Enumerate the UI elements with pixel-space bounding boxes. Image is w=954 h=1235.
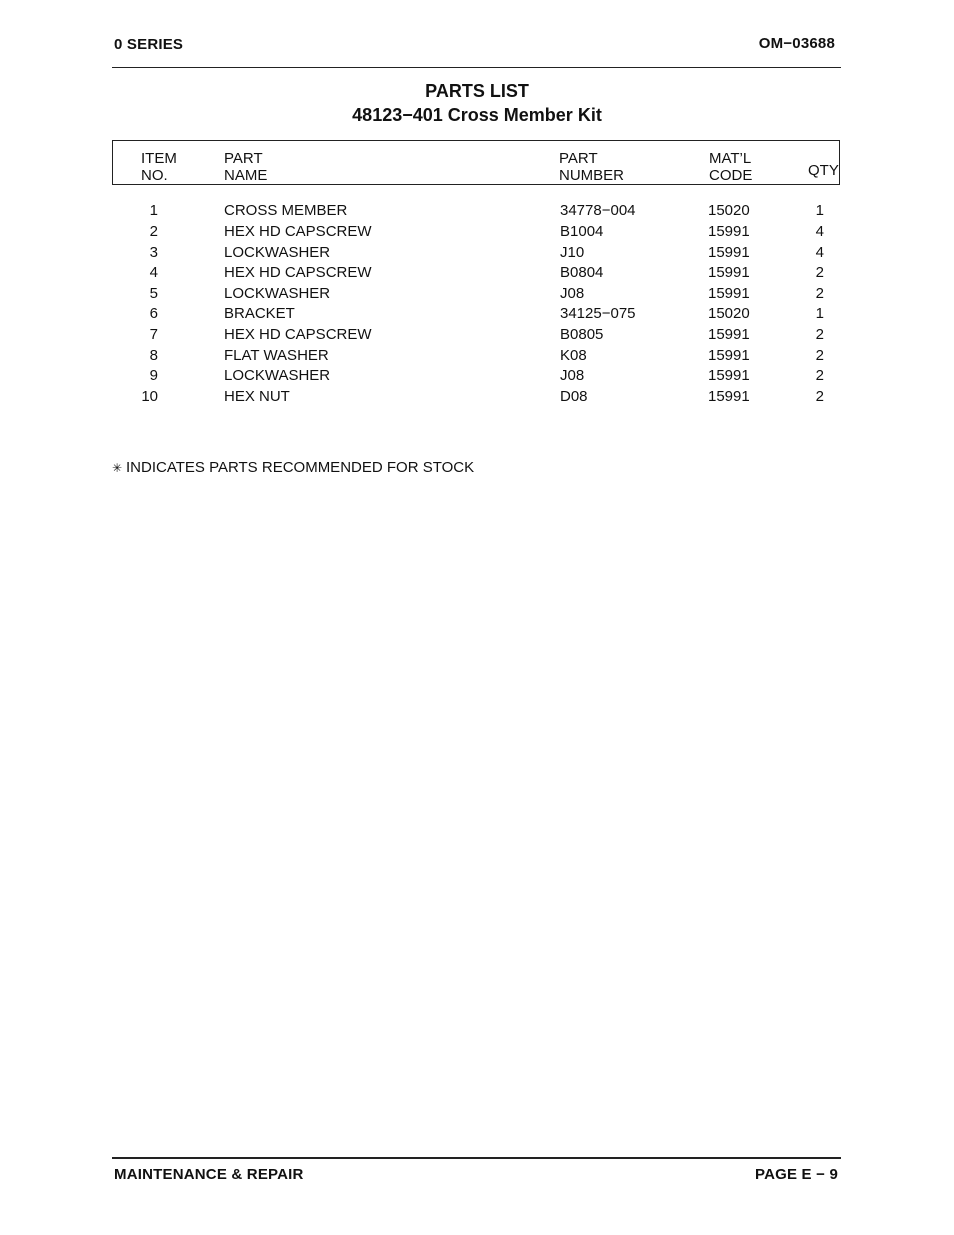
material-code: 15991 — [708, 223, 750, 240]
part-number: J10 — [560, 244, 585, 261]
asterisk-icon: ✳ — [112, 461, 123, 475]
material-code: 15991 — [708, 326, 750, 343]
part-number: B0805 — [560, 326, 604, 343]
header-manual-number: OM−03688 — [758, 35, 835, 52]
column-header-qty: QTY — [808, 162, 839, 179]
quantity: 4 — [815, 244, 824, 261]
column-header-item-line1: ITEM — [141, 150, 177, 167]
part-name: HEX HD CAPSCREW — [224, 223, 372, 240]
part-name: HEX NUT — [224, 388, 290, 405]
part-number: D08 — [560, 388, 588, 405]
column-header-code — [709, 150, 752, 184]
part-name: LOCKWASHER — [224, 244, 331, 261]
material-code: 15991 — [708, 388, 750, 405]
material-code: 15991 — [708, 347, 750, 364]
item-number: 10 — [141, 388, 158, 405]
column-header-name-line1: PART — [224, 150, 263, 167]
part-number: B1004 — [560, 223, 604, 240]
column-header-number-line1: PART — [559, 150, 598, 167]
part-number: J08 — [560, 285, 585, 302]
part-number: 34778−004 — [560, 202, 636, 219]
header-divider — [112, 67, 841, 68]
column-header-code-line1: MAT’L — [709, 150, 752, 167]
quantity: 2 — [815, 264, 824, 281]
material-code: 15020 — [708, 202, 750, 219]
material-code: 15020 — [708, 305, 750, 322]
quantity: 4 — [815, 223, 824, 240]
item-number: 9 — [149, 367, 158, 384]
material-code: 15991 — [708, 285, 750, 302]
material-code: 15991 — [708, 367, 750, 384]
quantity: 1 — [815, 202, 824, 219]
column-header-item-line2: NO. — [141, 167, 168, 184]
quantity: 2 — [815, 388, 824, 405]
item-number: 5 — [149, 285, 158, 302]
part-name: LOCKWASHER — [224, 367, 331, 384]
item-number: 6 — [149, 305, 158, 322]
material-code: 15991 — [708, 244, 750, 261]
part-name: HEX HD CAPSCREW — [224, 264, 372, 281]
item-number: 8 — [149, 347, 158, 364]
stock-note — [112, 459, 474, 476]
quantity: 2 — [815, 347, 824, 364]
column-header-code-line2: CODE — [709, 167, 753, 184]
material-code: 15991 — [708, 264, 750, 281]
item-number: 3 — [149, 244, 158, 261]
column-header-name — [224, 150, 267, 184]
footer-section: MAINTENANCE & REPAIR — [114, 1166, 304, 1183]
part-number: B0804 — [560, 264, 604, 281]
quantity: 2 — [815, 367, 824, 384]
footer-divider — [112, 1157, 841, 1159]
part-name: FLAT WASHER — [224, 347, 329, 364]
item-number: 1 — [149, 202, 158, 219]
part-name: HEX HD CAPSCREW — [224, 326, 372, 343]
part-number: K08 — [560, 347, 587, 364]
stock-note-text: INDICATES PARTS RECOMMENDED FOR STOCK — [126, 459, 475, 476]
column-header-name-line2: NAME — [224, 167, 268, 184]
quantity: 2 — [815, 326, 824, 343]
column-header-item — [141, 150, 177, 184]
part-number: 34125−075 — [560, 305, 636, 322]
column-header-number-line2: NUMBER — [559, 167, 625, 184]
quantity: 1 — [815, 305, 824, 322]
part-name: BRACKET — [224, 305, 295, 322]
part-name: CROSS MEMBER — [224, 202, 348, 219]
column-header-number — [559, 150, 624, 184]
item-number: 4 — [149, 264, 158, 281]
quantity: 2 — [815, 285, 824, 302]
kit-title: 48123−401 Cross Member Kit — [352, 105, 602, 125]
part-name: LOCKWASHER — [224, 285, 331, 302]
item-number: 7 — [149, 326, 158, 343]
header-series: 0 SERIES — [114, 36, 184, 53]
page-title: PARTS LIST — [425, 81, 529, 101]
footer-page-number: PAGE E − 9 — [754, 1166, 838, 1183]
part-number: J08 — [560, 367, 585, 384]
item-number: 2 — [149, 223, 158, 240]
